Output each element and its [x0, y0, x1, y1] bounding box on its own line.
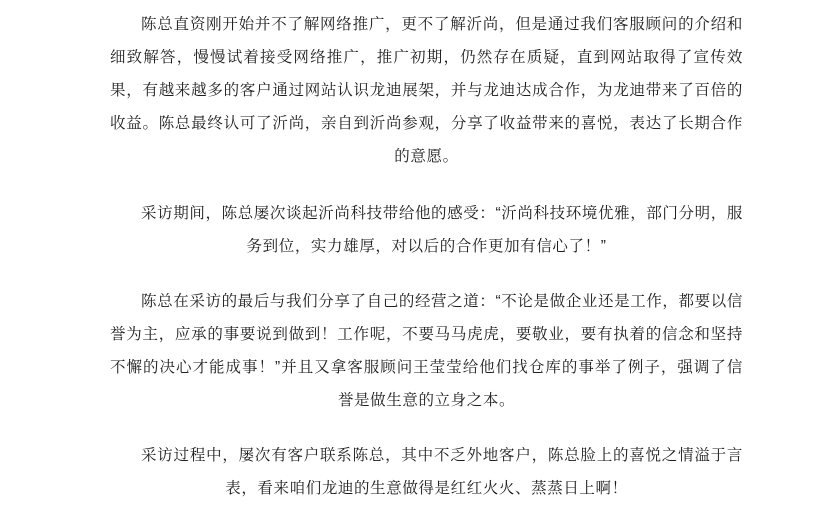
paragraph-4: 采访过程中，屡次有客户联系陈总，其中不乏外地客户，陈总脸上的喜悦之情溢于言表，看来咱们龙迪的生意做得是红红火火、蒸蒸日上啊！ — [141, 447, 743, 497]
paragraph-3: 陈总在采访的最后与我们分享了自己的经营之道：“不论是做企业还是工作，都要以信誉为主，应承的事要说到做到！工作呢，不要马马虎虎，要敬业，要有执着的信念和坚持不懈的决心才能成事！”并且又拿客服顾问王莹莹给他们找仓库的事举了例子，强调了信誉是做生意的立身之本。 — [110, 293, 743, 409]
paragraph-2: 采访期间，陈总屡次谈起沂尚科技带给他的感受：“沂尚科技环境优雅，部门分明，服务到位，实力雄厚，对以后的合作更加有信心了！” — [141, 205, 743, 255]
paragraph-1: 陈总直资刚开始并不了解网络推广，更不了解沂尚，但是通过我们客服顾问的介绍和细致解答，慢慢试着接受网络推广，推广初期，仍然存在质疑，直到网站取得了宣传效果，有越来越多的客户通过网站认识龙迪展架，并与龙迪达成合作，为龙迪带来了百倍的收益。陈总最终认可了沂尚，亲自到沂尚参观，分享了收益带来的喜悦，表达了长期合作的意愿。 — [110, 16, 743, 165]
